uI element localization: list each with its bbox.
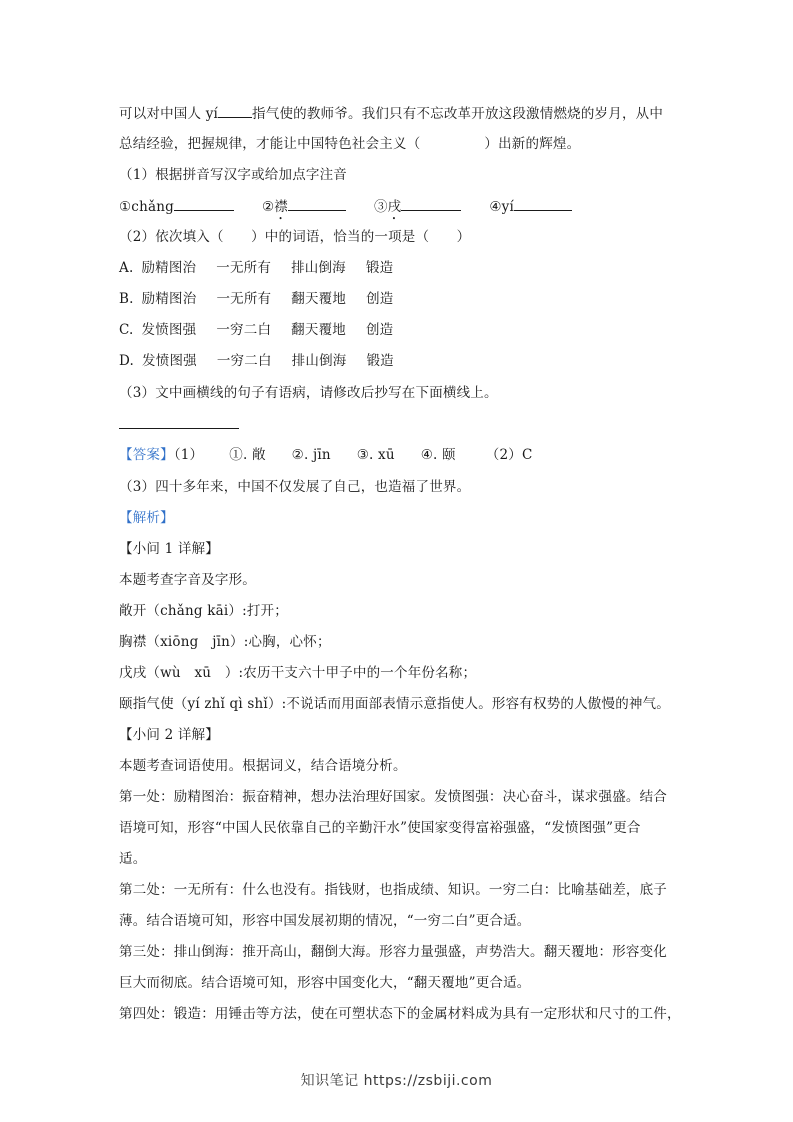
analysis-text: 戊戌（wù xū ）:农历干支六十甲子中的一个年份名称； xyxy=(119,665,477,681)
analysis-text: 颐指气使（yí zhǐ qì shǐ）:不说话而用面部表情示意指使人。形容有权势的人傲慢的神气。 xyxy=(119,696,670,712)
answer-item: ④. 颐 xyxy=(420,447,456,463)
answer-item: ①. 敞 xyxy=(229,447,266,463)
option-row xyxy=(119,351,689,371)
sub-heading-2: 【小问 2 详解】 xyxy=(119,727,219,743)
item-3-number: ③ xyxy=(373,199,388,215)
option-label: A. xyxy=(119,260,134,276)
item-2-number: ② xyxy=(261,199,275,215)
item-1-label: ①chǎng xyxy=(119,199,174,215)
passage-line-1 xyxy=(119,103,689,124)
analysis-text: 第四处：锻造：用锤击等方法，使在可塑状态下的金属材料成为具有一定形状和尺寸的工件， xyxy=(119,1006,681,1022)
option-word: 创造 xyxy=(365,322,394,338)
option-word: 排山倒海 xyxy=(291,260,346,276)
passage-text: 可以对中国人 yí xyxy=(119,106,219,122)
option-row xyxy=(119,289,689,309)
answer-line xyxy=(119,428,239,429)
passage-line-2 xyxy=(119,134,689,154)
option-word: 创造 xyxy=(366,291,394,307)
answer-tag: 【答案】 xyxy=(119,447,174,463)
footer-watermark: 知识笔记 https://zsbiji.com xyxy=(300,1073,493,1089)
passage-text: 总结经验，把握规律，才能让中国特色社会主义（ xyxy=(119,136,421,152)
option-word: 锻造 xyxy=(365,260,394,276)
analysis-text: 薄。结合语境可知，形容中国发展初期的情况，“一穷二白”更合适。 xyxy=(119,913,531,929)
option-row xyxy=(119,258,689,278)
option-word: 排山倒海 xyxy=(291,353,347,369)
analysis-text: 本题考查词语使用。根据词义，结合语境分析。 xyxy=(119,758,407,774)
question-2-title: （2）依次填入（ ）中的词语，恰当的一项是（ ） xyxy=(119,229,471,245)
answer-q3: （3）四十多年来，中国不仅发展了自己，也造福了世界。 xyxy=(119,479,471,495)
option-row xyxy=(119,320,689,340)
question-3-title: （3）文中画横线的句子有语病，请修改后抄写在下面横线上。 xyxy=(119,385,498,401)
option-word: 一无所有 xyxy=(216,291,272,307)
analysis-text: 适。 xyxy=(119,851,147,867)
option-word: 发愤图强 xyxy=(141,322,197,338)
answer-blank xyxy=(288,196,346,211)
option-label: B. xyxy=(119,291,134,307)
item-4-label: ④yí xyxy=(489,199,515,215)
item-2-dotted-char: 襟 xyxy=(274,199,288,215)
option-word: 翻天覆地 xyxy=(291,322,346,338)
option-word: 励精图治 xyxy=(141,291,197,307)
question-1-title: （1）根据拼音写汉字或给加点字注音 xyxy=(119,167,347,183)
passage-text: ）出新的辉煌。 xyxy=(484,136,581,152)
item-3-dotted-char: 戌 xyxy=(387,199,402,215)
answer-blank xyxy=(174,196,234,211)
option-label: C. xyxy=(119,322,134,338)
question-1-items xyxy=(119,196,689,223)
analysis-text: 第一处：励精图治：振奋精神，想办法治理好国家。发愤图强：决心奋斗，谋求强盛。结合 xyxy=(119,789,667,805)
analysis-text: 敞开（chǎng kāi）:打开； xyxy=(119,603,288,619)
option-word: 一穷二白 xyxy=(216,353,272,369)
analysis-tag: 【解析】 xyxy=(119,510,174,526)
analysis-text: 本题考查字音及字形。 xyxy=(119,572,256,588)
answer-q2: （2）C xyxy=(485,447,533,463)
analysis-text: 第三处：排山倒海：推开高山，翻倒大海。形容力量强盛，声势浩大。翻天覆地：形容变化 xyxy=(119,944,667,960)
option-word: 一无所有 xyxy=(216,260,272,276)
option-word: 锻造 xyxy=(366,353,394,369)
analysis-text: 语境可知，形容“中国人民依靠自己的辛勤汗水”使国家变得富裕强盛，“发愤图强”更合 xyxy=(119,820,641,836)
sub-heading-1: 【小问 1 详解】 xyxy=(119,541,219,557)
analysis-text: 巨大而彻底。结合语境可知，形容中国变化大，“翻天覆地”更合适。 xyxy=(119,975,531,991)
answer-blank xyxy=(401,196,461,211)
option-word: 翻天覆地 xyxy=(291,291,347,307)
option-word: 励精图治 xyxy=(141,260,197,276)
answer-blank xyxy=(514,196,572,211)
answer-item: ②. jīn xyxy=(291,447,331,463)
analysis-text: 胸襟（xiōng jīn）:心胸，心怀； xyxy=(119,634,331,650)
fill-blank xyxy=(218,103,252,118)
option-label: D. xyxy=(119,353,135,369)
answer-line-1 xyxy=(119,445,689,465)
option-word: 发愤图强 xyxy=(142,353,197,369)
passage-text: 指气使的教师爷。我们只有不忘改革开放这段激情燃烧的岁月，从中 xyxy=(252,106,664,122)
answer-q1-label: （1） xyxy=(173,447,204,463)
option-word: 一穷二白 xyxy=(216,322,272,338)
answer-item: ③. xū xyxy=(356,447,395,463)
analysis-text: 第二处：一无所有：什么也没有。指钱财，也指成绩、知识。一穷二白：比喻基础差，底子 xyxy=(119,882,667,898)
